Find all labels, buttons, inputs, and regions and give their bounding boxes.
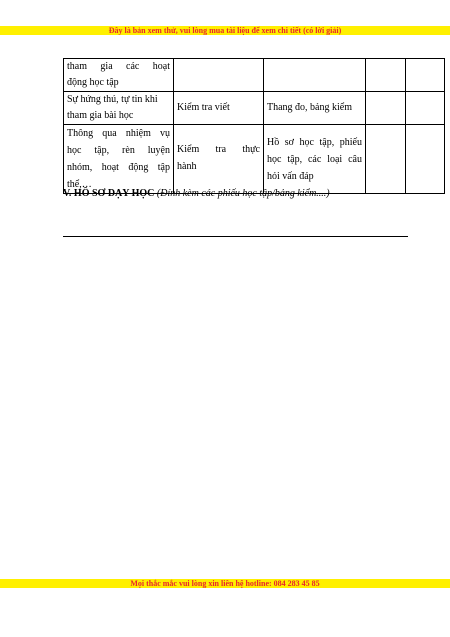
cell-text: Hồ sơ học tập, phiếu [267,136,362,148]
table-cell [406,92,445,125]
cell-text: hỏi vấn đáp [267,170,314,182]
assessment-table [63,58,445,194]
table-row [64,59,445,92]
table-cell [174,125,264,194]
hotline-banner: Mọi thắc mắc vui lòng xin liên hệ hotline: 084 283 45 85 [0,579,450,588]
table-row [64,92,445,125]
table-cell [366,59,406,92]
cell-text: học tập, rèn luyện [67,145,170,156]
cell-text: Sự hứng thú, tự tin khi [67,94,158,105]
table-cell [174,92,264,125]
cell-text: tham gia các hoạt [67,61,170,72]
table-cell [264,92,366,125]
cell-text: Thông qua nhiệm vụ [67,128,170,139]
table-cell [406,125,445,194]
section-note: (Đính kèm các phiếu học tập/bảng kiểm....) [156,188,330,199]
preview-banner: Đây là bản xem thử, vui lòng mua tài liệu để xem chi tiết (có lời giải) [0,26,450,35]
section-heading [63,188,330,199]
table-cell [366,125,406,194]
horizontal-rule [63,236,408,237]
cell-text: nhóm, hoạt động tập [67,162,170,173]
table-cell [64,92,174,125]
cell-text: học tập, các loại câu [267,153,362,165]
table-row [64,125,445,194]
cell-text: tham gia bài học [67,110,134,121]
cell-text: hành [177,161,197,172]
table-cell [406,59,445,92]
cell-text: thể,… [67,179,92,190]
cell-text: Thang đo, bảng kiểm [267,102,352,113]
cell-text: Kiểm tra thực [177,144,260,155]
cell-text: Kiểm tra viết [177,102,230,113]
table-cell [64,59,174,92]
cell-text: động học tập [67,77,119,88]
table-cell [174,59,264,92]
table-cell [366,92,406,125]
table-cell [64,125,174,194]
table-cell [264,125,366,194]
section-title: V. HỒ SƠ DẠY HỌC [63,188,155,199]
table-cell [264,59,366,92]
